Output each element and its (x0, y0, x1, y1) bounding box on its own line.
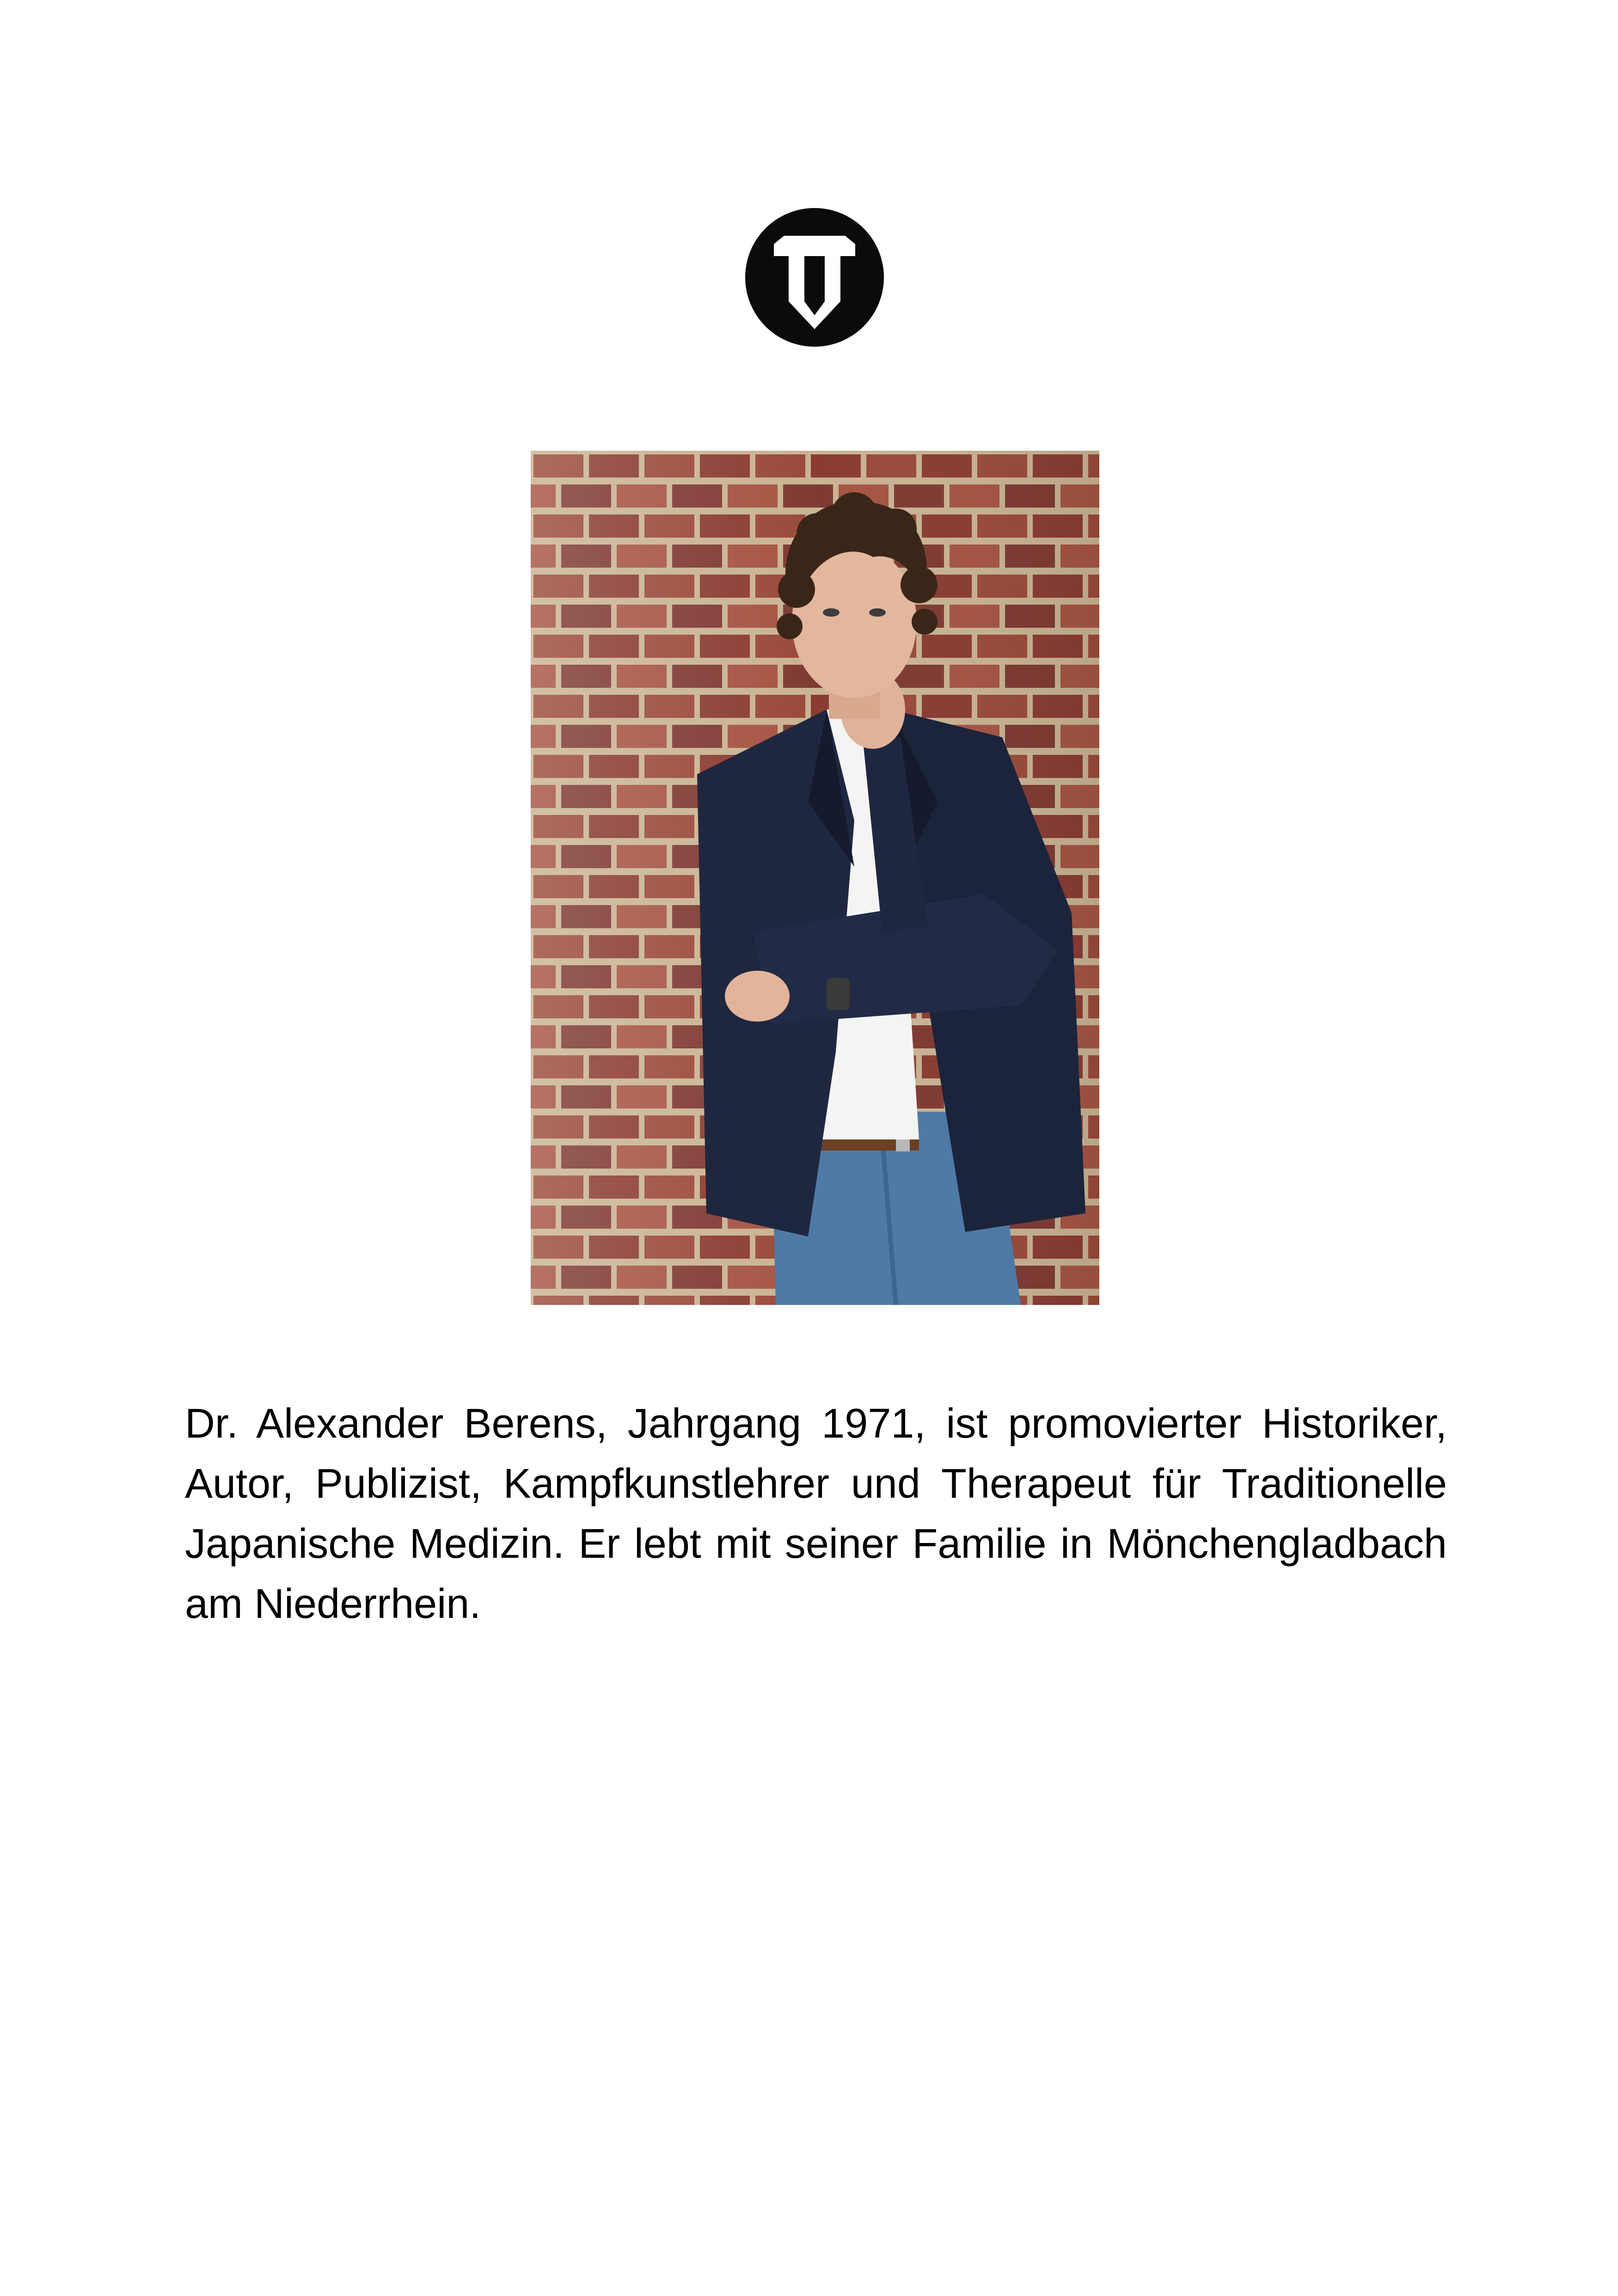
publisher-logo-icon (745, 208, 884, 347)
author-bio: Dr. Alexander Berens, Jahrgang 1971, ist promovierter Historiker, Autor, Publizist, Kampfkunstlehrer und Therapeut für Traditionelle Japanische Medizin. Er lebt mit seiner Familie in Mönchengladbach am Niederrhein. (185, 1401, 1447, 1627)
author-photo (531, 451, 1099, 1305)
